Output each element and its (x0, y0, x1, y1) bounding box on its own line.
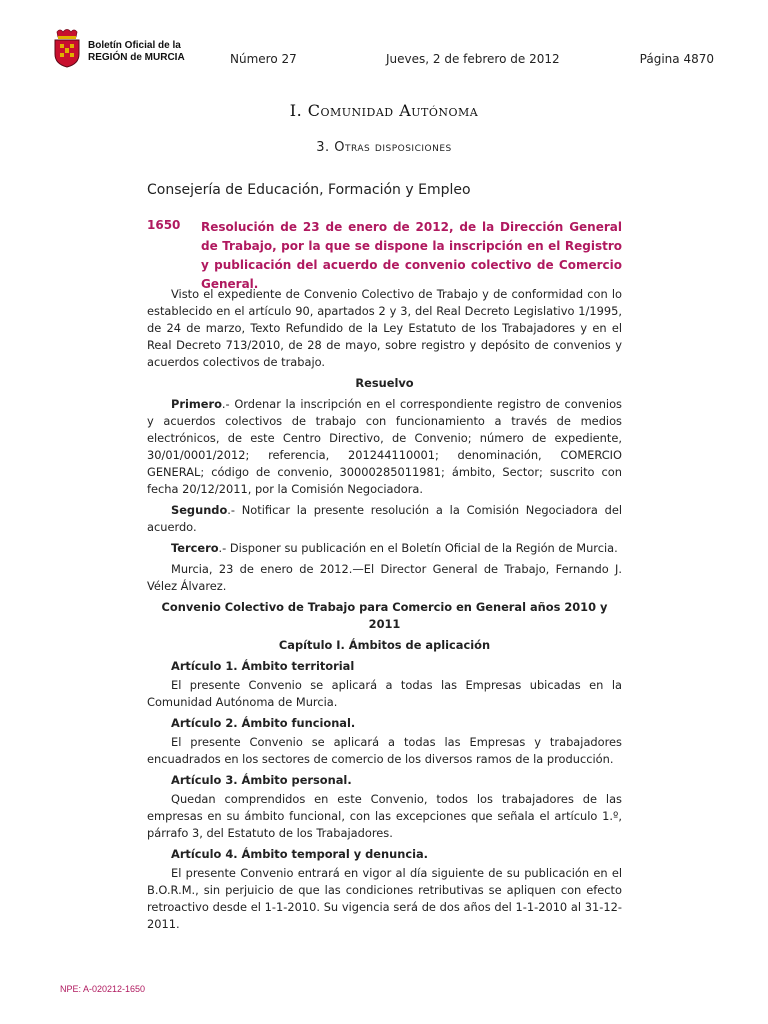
segundo-text: .- Notificar la presente resolución a la Comisión Negociadora del acuerdo. (147, 503, 622, 534)
brand-line-2: REGIÓN de MURCIA (88, 52, 185, 63)
page-number: Página 4870 (639, 52, 714, 66)
primero-label: Primero (171, 397, 222, 411)
article-1-title: Artículo 1. Ámbito territorial (171, 659, 355, 673)
department-name: Consejería de Educación, Formación y Empleo (147, 182, 471, 198)
issue-date: Jueves, 2 de febrero de 2012 (386, 52, 560, 66)
article-2-title: Artículo 2. Ámbito funcional. (171, 716, 356, 730)
resolution-number: 1650 (147, 218, 181, 232)
page-header (52, 28, 716, 72)
brand-line-1: Boletín Oficial de la (88, 40, 181, 51)
resuelvo-heading: Resuelvo (355, 376, 414, 390)
intro-paragraph: Visto el expediente de Convenio Colectivo de Trabajo y de conformidad con lo establecido en el artículo 90, apartados 2 y 3, del Real Decreto Legislativo 1/1995, de 24 de marzo, Texto Refundido de la Ley Estatuto de los Trabajadores y en el Real Decreto 713/2010, de 28 de mayo, sobre registro y depósito de convenios y acuerdos colectivos de trabajo. (147, 287, 622, 369)
tercero-paragraph (147, 540, 622, 557)
issue-number: Número 27 (230, 52, 297, 66)
section-title: I. Comunidad Autónoma (289, 101, 479, 120)
primero-paragraph (147, 396, 622, 498)
primero-text: .- Ordenar la inscripción en el correspondiente registro de convenios y acuerdos colectivos de trabajo con funcionamiento a través de medios electrónicos, de este Centro Directivo, de Convenio; número de expediente, 30/01/0001/2012; referencia, 201244110001; denominación, COMERCIO GENERAL; código de convenio, 30000285011981; ámbito, Sector; suscrito con fecha 20/12/2011, por la Comisión Negociadora. (147, 397, 622, 496)
article-4-title: Artículo 4. Ámbito temporal y denuncia. (171, 847, 428, 861)
article-1-text: El presente Convenio se aplicará a todas las Empresas ubicadas en la Comunidad Autónoma de Murcia. (147, 678, 622, 709)
section-subtitle: 3. Otras disposiciones (316, 140, 452, 155)
convenio-title: Convenio Colectivo de Trabajo para Comercio en General años 2010 y 2011 (161, 600, 608, 631)
tercero-label: Tercero (171, 541, 219, 555)
segundo-label: Segundo (171, 503, 228, 517)
tercero-text: .- Disponer su publicación en el Boletín Oficial de la Región de Murcia. (218, 541, 618, 555)
coat-of-arms-icon (52, 28, 82, 68)
article-3-text: Quedan comprendidos en este Convenio, todos los trabajadores de las empresas en su ámbito funcional, con las excepciones que señala el artículo 1.º, párrafo 3, del Estatuto de los Trabajadores. (147, 792, 622, 840)
segundo-paragraph (147, 502, 622, 536)
article-2-text: El presente Convenio se aplicará a todas las Empresas y trabajadores encuadrados en los sectores de comercio de los diversos ramos de la producción. (147, 735, 622, 766)
article-3-title: Artículo 3. Ámbito personal. (171, 773, 352, 787)
npe-footer: NPE: A-020212-1650 (60, 984, 146, 994)
resolution-title: Resolución de 23 de enero de 2012, de la Dirección General de Trabajo, por la que se dispone la inscripción en el Registro y publicación del acuerdo de convenio colectivo de Comercio General. (201, 220, 622, 291)
chapter-heading: Capítulo I. Ámbitos de aplicación (278, 638, 491, 652)
bulletin-brand (88, 40, 185, 64)
signature-paragraph: Murcia, 23 de enero de 2012.—El Director General de Trabajo, Fernando J. Vélez Álvarez. (147, 562, 622, 593)
article-4-text: El presente Convenio entrará en vigor al día siguiente de su publicación en el B.O.R.M., sin perjuicio de que las condiciones retributivas se apliquen con efecto retroactivo desde el 1-1-2010. Su vigencia será de dos años del 1-1-2010 al 31-12-2011. (147, 866, 622, 931)
document-body (147, 286, 622, 937)
